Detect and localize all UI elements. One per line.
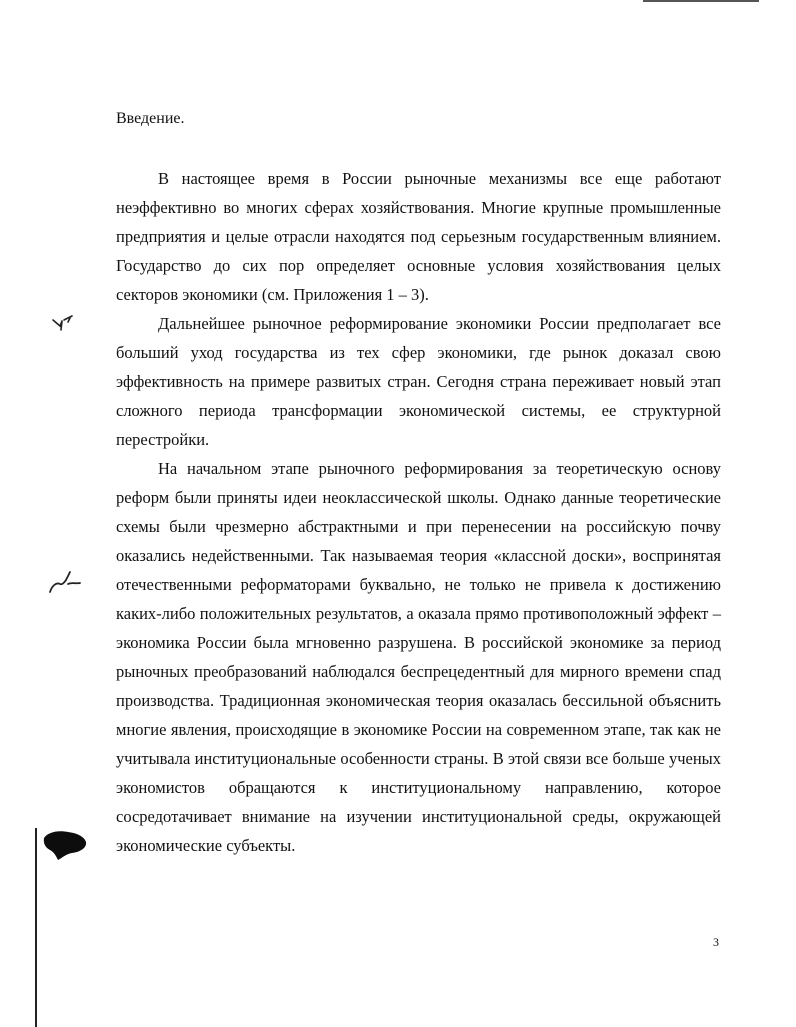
margin-check-mark-icon bbox=[50, 312, 80, 334]
paragraph-3: На начальном этапе рыночного реформирования за теоретическую основу реформ были приняты идеи неоклассической школы. Однако данные теоретические схемы были чрезмерно абстрактными и при перенесении на российскую почву оказались недейственными. Так называемая теория «классной доски», воспринятая отечественными реформаторами буквально, не только не привела к достижению каких-либо положительных результатов, а оказала прямо противоположный эффект – экономика России была мгновенно разрушена. В российской экономике за период рыночных преобразований наблюдался беспрецедентный для мирного времени спад производства. Традиционная экономическая теория оказалась бессильной объяснить многие явления, происходящие в экономике России на современном этапе, так как не учитывала институциональные особенности страны. В этой связи все больше ученых экономистов обращаются к институциональному направлению, которое сосредотачивает внимание на изучении институциональной среды, окружающей экономические субъекты. bbox=[116, 459, 721, 855]
body-text bbox=[116, 164, 721, 860]
left-margin-line bbox=[35, 828, 37, 1027]
paragraph-2: Дальнейшее рыночное реформирование экономики России предполагает все больший уход государства из тех сфер экономики, где рынок доказал свою эффективность на примере развитых стран. Сегодня страна переживает новый этап сложного периода трансформации экономической системы, ее структурной перестройки. bbox=[116, 314, 721, 449]
paragraph-1: В настоящее время в России рыночные механизмы все еще работают неэффективно во многих сферах хозяйствования. Многие крупные промышленные предприятия и целые отрасли находятся под серьезным государственным влиянием. Государство до сих пор определяет основные условия хозяйствования целых секторов экономики (см. Приложения 1 – 3). bbox=[116, 169, 721, 304]
margin-check-mark-icon bbox=[46, 566, 86, 598]
page-number: 3 bbox=[713, 935, 719, 949]
section-heading: Введение. bbox=[116, 110, 185, 127]
top-edge-line bbox=[643, 0, 759, 2]
ink-blot-icon bbox=[42, 828, 88, 862]
